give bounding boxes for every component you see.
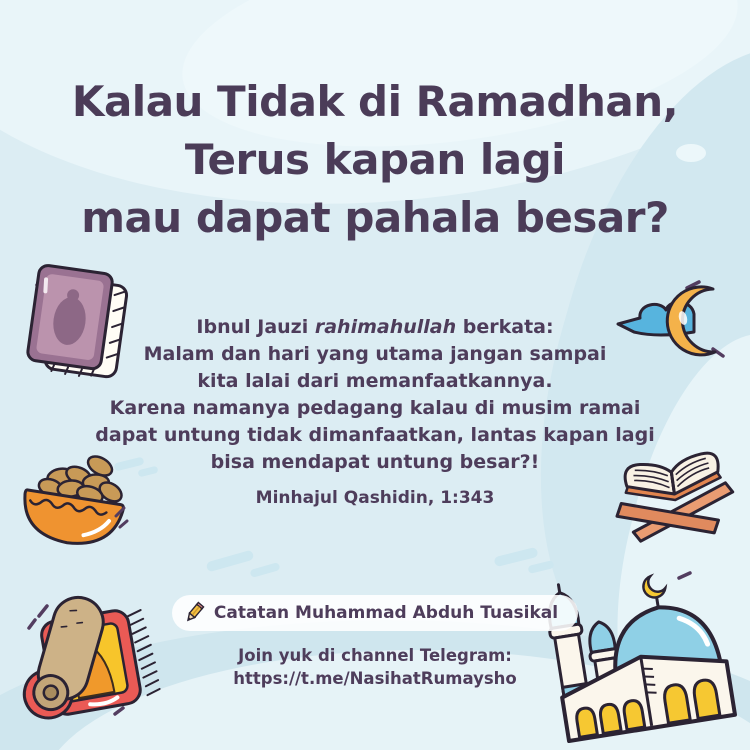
telegram-invite-text: Join yuk di channel Telegram: xyxy=(238,646,512,665)
credit-pill xyxy=(172,595,578,631)
quote-line1-suffix: berkata: xyxy=(456,316,554,338)
quote-line1-prefix: Ibnul Jauzi xyxy=(196,316,315,338)
light-dash xyxy=(206,550,255,573)
quote-line-6: bisa mendapat untung besar?! xyxy=(210,451,540,473)
quote-line1-italic: rahimahullah xyxy=(314,316,457,338)
credit-row xyxy=(0,595,750,631)
quote-source: Minhajul Qashidin, 1:343 xyxy=(255,488,495,508)
quote-line-3: kita lalai dari memanfaatkannya. xyxy=(197,370,553,392)
telegram-url-text: https://t.me/NasihatRumaysho xyxy=(233,669,517,688)
credit-text: Catatan Muhammad Abduh Tuasikal xyxy=(213,603,559,623)
title-line-3: mau dapat pahala besar? xyxy=(81,193,669,242)
quote-line-2: Malam dan hari yang utama jangan sampai xyxy=(143,343,607,365)
quote-line-1 xyxy=(0,314,750,341)
title-line-1: Kalau Tidak di Ramadhan, xyxy=(71,77,679,126)
quote-line-4: Karena namanya pedagang kalau di musim ramai xyxy=(109,397,641,419)
page-title xyxy=(0,73,750,247)
light-dash xyxy=(249,562,280,578)
title-line-2: Terus kapan lagi xyxy=(184,135,566,184)
pencil-icon xyxy=(182,601,206,625)
telegram-block xyxy=(0,644,750,690)
quote-line-5: dapat untung tidak dimanfaatkan, lantas kapan lagi xyxy=(95,424,655,446)
quote-text xyxy=(0,314,750,476)
